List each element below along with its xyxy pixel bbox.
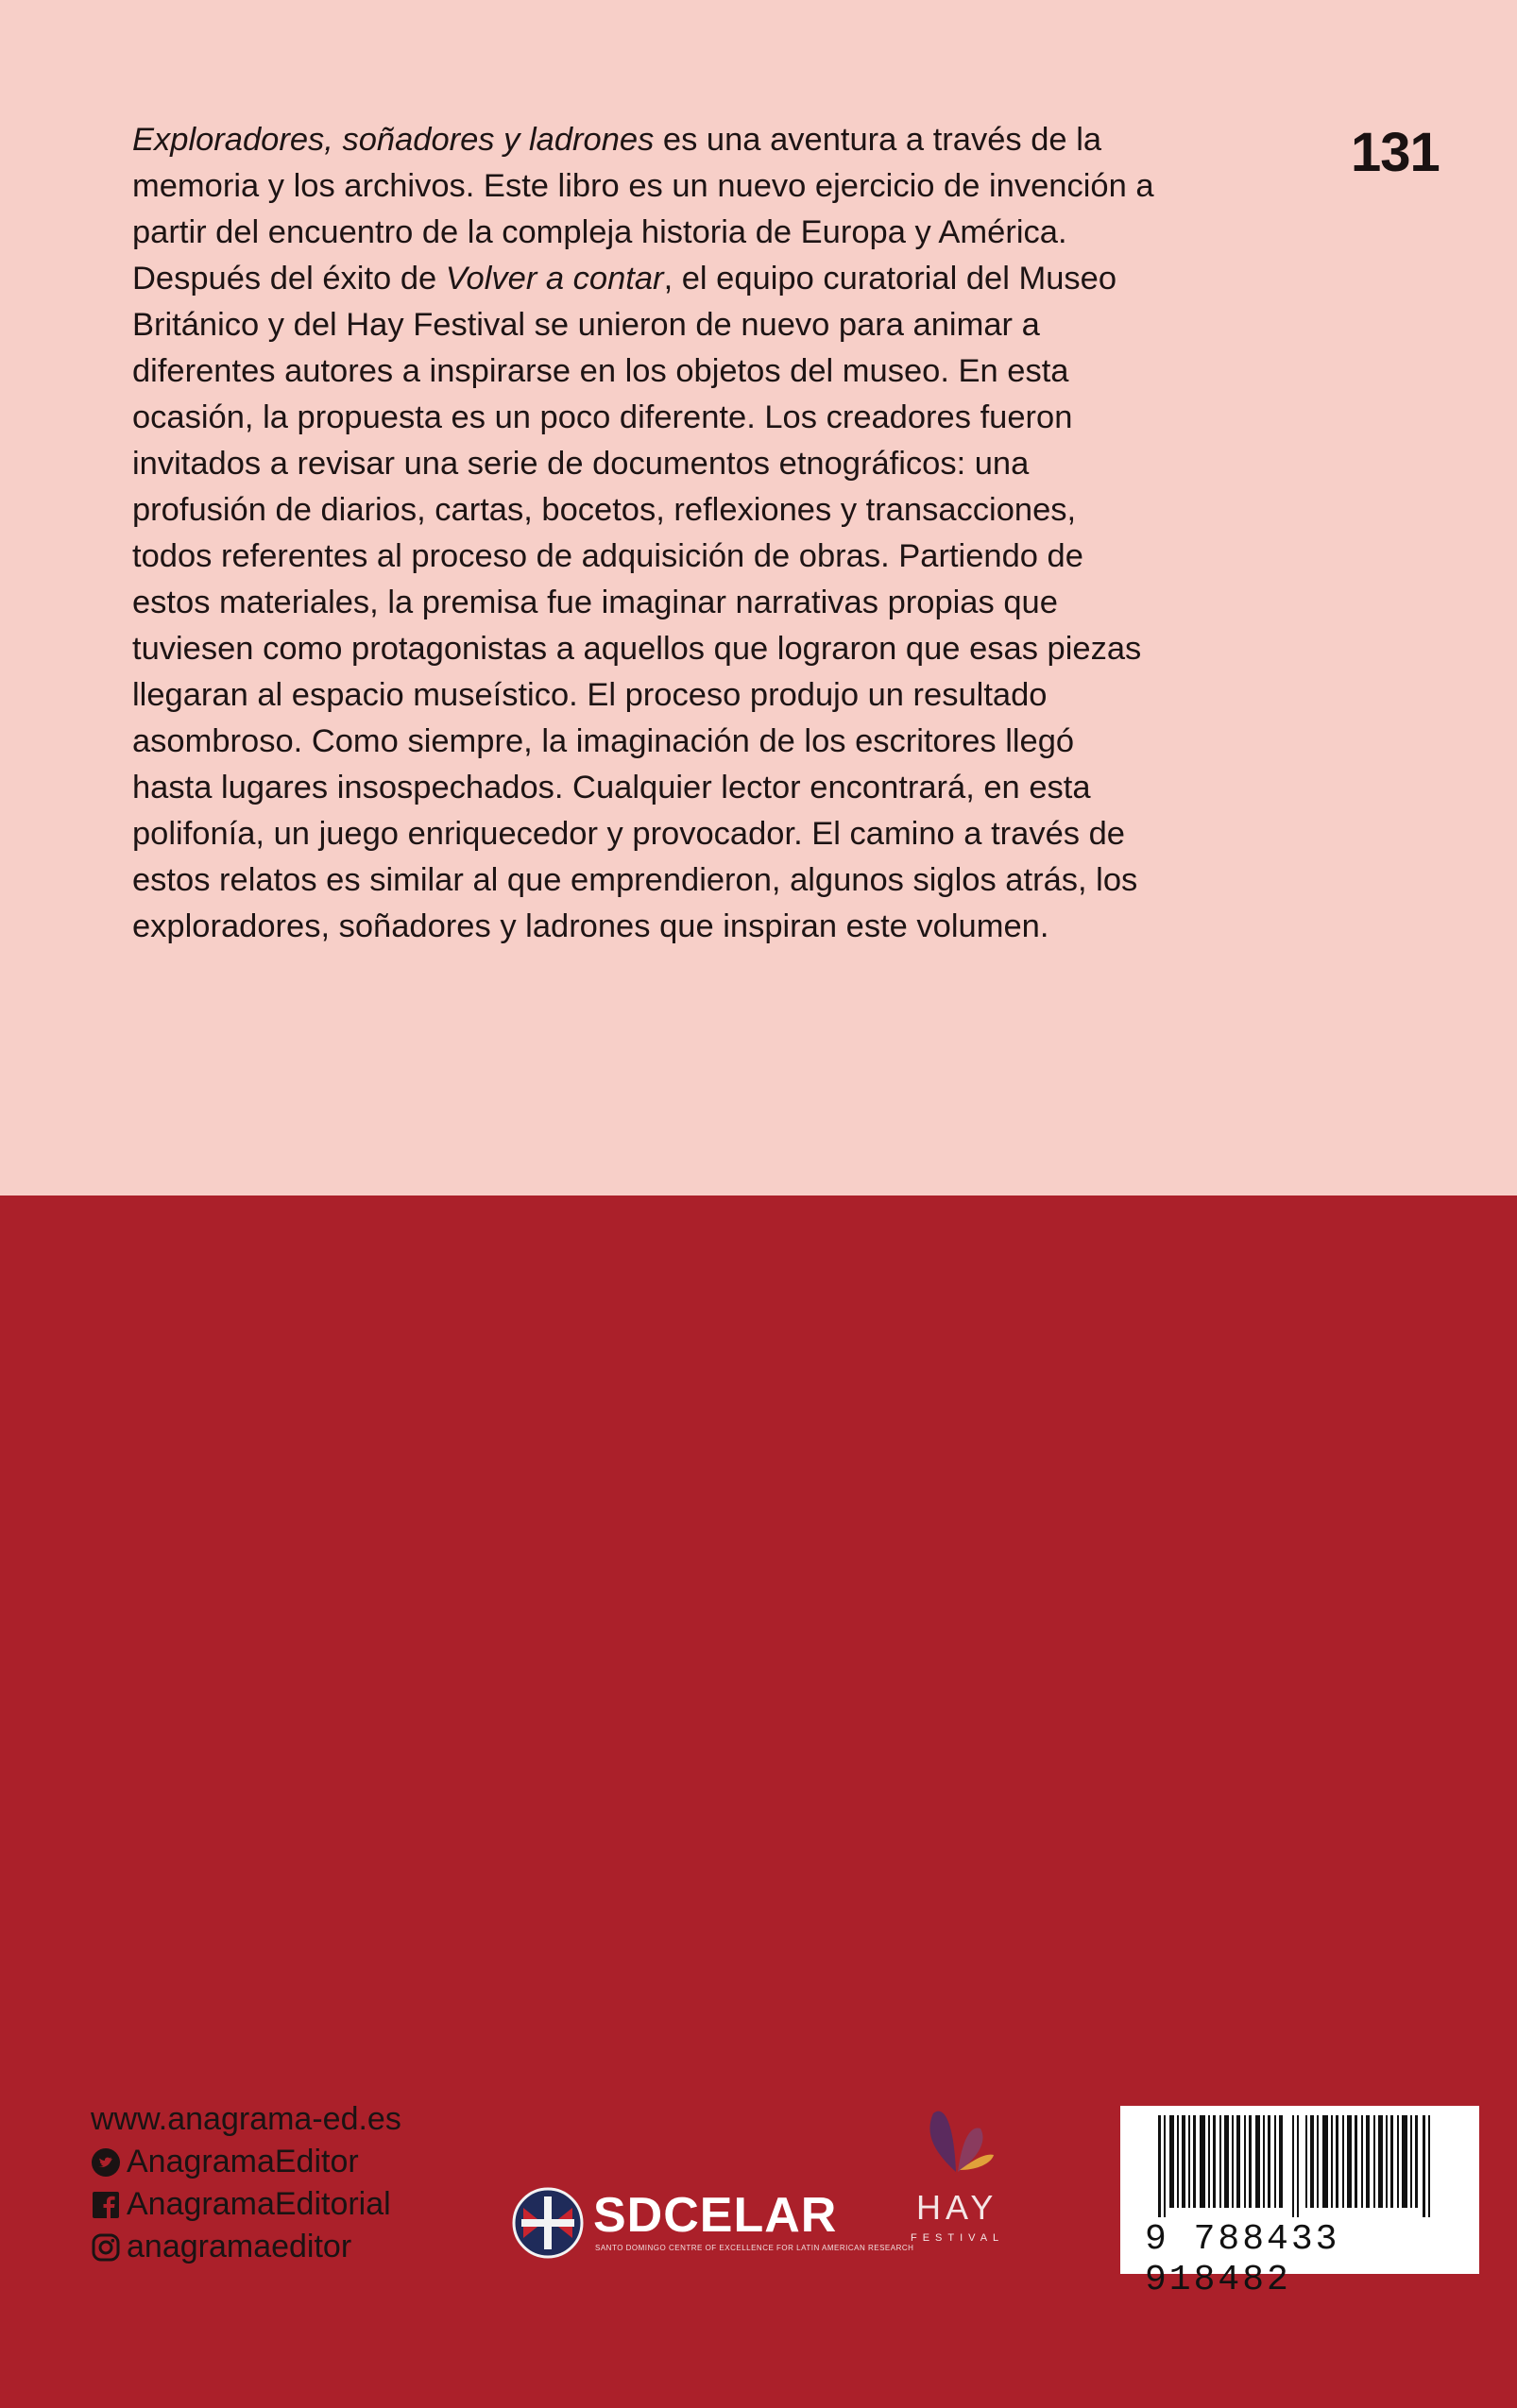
instagram-row — [91, 2226, 401, 2268]
blurb-text-part-1: es una aventura a través de la memoria y los archivos. Este libro es un nuevo ejercicio de invención a partir del encuentro de la compleja historia de Europa y América. Después del éxito de — [132, 122, 1154, 297]
instagram-icon — [91, 2232, 121, 2263]
hay-festival-logo — [907, 2087, 1011, 2257]
hay-wordmark: HAY — [916, 2188, 998, 2227]
website-link[interactable]: www.anagrama-ed.es — [91, 2101, 401, 2137]
hay-festival-label: FESTIVAL — [911, 2232, 1005, 2244]
barcode-bars — [1120, 2106, 1479, 2219]
facebook-icon — [91, 2190, 121, 2220]
twitter-handle[interactable]: AnagramaEditor — [127, 2144, 359, 2179]
twitter-icon — [91, 2147, 121, 2178]
top-panel — [0, 0, 1517, 1196]
instagram-handle[interactable]: anagramaeditor — [127, 2229, 352, 2264]
hay-festival-emblem-icon — [907, 2087, 1011, 2191]
twitter-row — [91, 2141, 401, 2183]
publisher-contacts — [91, 2098, 401, 2268]
isbn-barcode — [1120, 2106, 1479, 2300]
sdcelar-wordmark: SDCELAR — [593, 2188, 838, 2243]
back-cover-blurb — [132, 117, 1162, 950]
sdcelar-emblem-icon — [512, 2187, 584, 2259]
sdcelar-logo — [512, 2187, 914, 2263]
sdcelar-tagline: SANTO DOMINGO CENTRE OF EXCELLENCE FOR LATIN AMERICAN RESEARCH — [595, 2244, 914, 2252]
series-number: 131 — [1351, 122, 1440, 183]
blurb-text-part-2: , el equipo curatorial del Museo Británico y del Hay Festival se unieron de nuevo para animar a diferentes autores a inspirarse en los objetos del museo. En esta ocasión, la propuesta es un poco diferente. Los creadores fueron invitados a revisar una serie de documentos etnográficos: una profusión de diarios, cartas, bocetos, reflexiones y transacciones, todos referentes al proceso de adquisición de obras. Partiendo de estos materiales, la premisa fue imaginar narrativas propias que tuviesen como protagonistas a aquellos que lograron que esas piezas llegaran al espacio museístico. El proceso produjo un resultado asombroso. Como siempre, la imaginación de los escritores llegó hasta lugares insospechados. Cualquier lector encontrará, en esta polifonía, un juego enriquecedor y provocador. El camino a través de estos relatos es similar al que emprendieron, algunos siglos atrás, los exploradores, soñadores y ladrones que inspiran este volumen. — [132, 261, 1142, 944]
facebook-row — [91, 2183, 401, 2226]
website-row — [91, 2098, 401, 2141]
isbn-digits: 9 788433 918482 — [1145, 2219, 1340, 2300]
facebook-handle[interactable]: AnagramaEditorial — [127, 2186, 391, 2222]
book-title-italic: Exploradores, soñadores y ladrones — [132, 122, 655, 158]
prior-book-title-italic: Volver a contar — [445, 261, 664, 297]
